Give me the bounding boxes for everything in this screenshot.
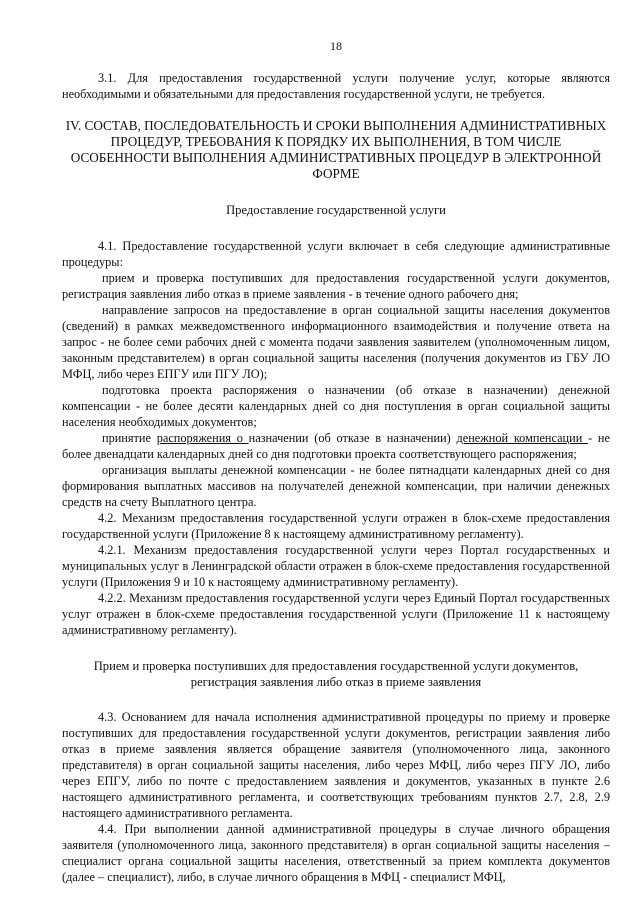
procedure-4-underline-2: денежной компенсации xyxy=(456,431,589,445)
paragraph-4-2-1: 4.2.1. Механизм предоставления государственной услуги через Портал государственных и муниципальных услуг в Ленинградской области отражен в блок-схеме предоставления государственной услуги (Приложения 9 и 10 к настоящему административному регламенту). xyxy=(62,543,610,589)
paragraph-3-1: 3.1. Для предоставления государственной услуги получение услуг, которые являются необходимыми и обязательными для предоставления государственной услуги, не требуется. xyxy=(62,71,610,101)
procedure-5: организация выплаты денежной компенсации - не более пятнадцати календарных дней со дня формирования выплатных массивов на получателей денежной компенсации, при наличии денежных средств на счету Выплатного центра. xyxy=(62,463,610,509)
procedure-2: направление запросов на предоставление в орган социальной защиты населения документов (сведений) в рамках межведомственного информационного взаимодействия и получение ответа на запрос - не более семи рабочих дней с момента подачи заявления заявителем (уполномоченным лицом, законным представителем) в орган социальной защиты населения (получения документов из ГБУ ЛО МФЦ, либо через ЕПГУ или ПГУ ЛО); xyxy=(62,303,610,381)
paragraph-4-4: 4.4. При выполнении данной административной процедуры в случае личного обращения заявителя (уполномоченного лица, законного представителя) в орган социальной защиты населения – специалист органа социальной защиты населения, ответственный за прием комплекта документов (далее – специалист), либо, в случае личного обращения в МФЦ - специалист МФЦ, xyxy=(62,822,610,884)
section-iv-heading: IV. СОСТАВ, ПОСЛЕДОВАТЕЛЬНОСТЬ И СРОКИ ВЫПОЛНЕНИЯ АДМИНИСТРАТИВНЫХ ПРОЦЕДУР, ТРЕБОВАНИЯ К ПОРЯДКУ ИХ ВЫПОЛНЕНИЯ, В ТОМ ЧИСЛЕ ОСОБЕННОСТИ ВЫПОЛНЕНИЯ АДМИНИСТРАТИВНЫХ ПРОЦЕДУР В ЭЛЕКТРОННОЙ ФОРМЕ xyxy=(65,118,607,181)
page-number: 18 xyxy=(330,39,342,53)
paragraph-4-1: 4.1. Предоставление государственной услуги включает в себя следующие административные процедуры: xyxy=(62,239,610,269)
subheading-reception: Прием и проверка поступивших для предоставления государственной услуги документов, регистрация заявления либо отказ в приеме заявления xyxy=(93,659,579,689)
procedure-4-underline-1: распоряжения о xyxy=(156,431,249,445)
subheading-provision: Предоставление государственной услуги xyxy=(226,203,446,217)
procedure-4-part-b: назначении (об отказе в назначении) xyxy=(248,431,457,445)
paragraph-4-2: 4.2. Механизм предоставления государственной услуги отражен в блок-схеме предоставления государственной услуги (Приложение 8 к настоящему административному регламенту). xyxy=(62,511,610,541)
paragraph-4-2-2: 4.2.2. Механизм предоставления государственной услуги через Единый Портал государственных услуг отражен в блок-схеме предоставления государственной услуги (Приложение 11 к настоящему административному регламенту). xyxy=(62,591,610,637)
procedure-4 xyxy=(62,430,610,462)
procedure-4-part-c: - не более двенадцати календарных дней со дня подготовки проекта соответствующего распоряжения; xyxy=(62,431,610,461)
paragraph-4-3: 4.3. Основанием для начала исполнения административной процедуры по приему и проверке поступивших для предоставления государственной услуги документов, регистрации заявления либо отказ в приеме заявления является обращение заявителя (уполномоченного лица, законного представителя) в орган социальной защиты населения, либо через МФЦ, либо через ПГУ ЛО, либо через ЕПГУ, либо по почте с предоставлением заявления и документов, указанных в пункте 2.6 настоящего административного регламента, и соответствующих требованиям пунктов 2.7, 2.8, 2.9 настоящего административного регламента. xyxy=(62,710,610,820)
procedure-3: подготовка проекта распоряжения о назначении (об отказе в назначении) денежной компенсации - не более десяти календарных дней со дня поступления в орган социальной защиты населения необходимых документов; xyxy=(62,383,610,429)
procedure-4-part-a: принятие xyxy=(102,431,157,445)
procedure-1: прием и проверка поступивших для предоставления государственной услуги документов, регистрация заявления либо отказ в приеме заявления - в течение одного рабочего дня; xyxy=(62,271,610,301)
